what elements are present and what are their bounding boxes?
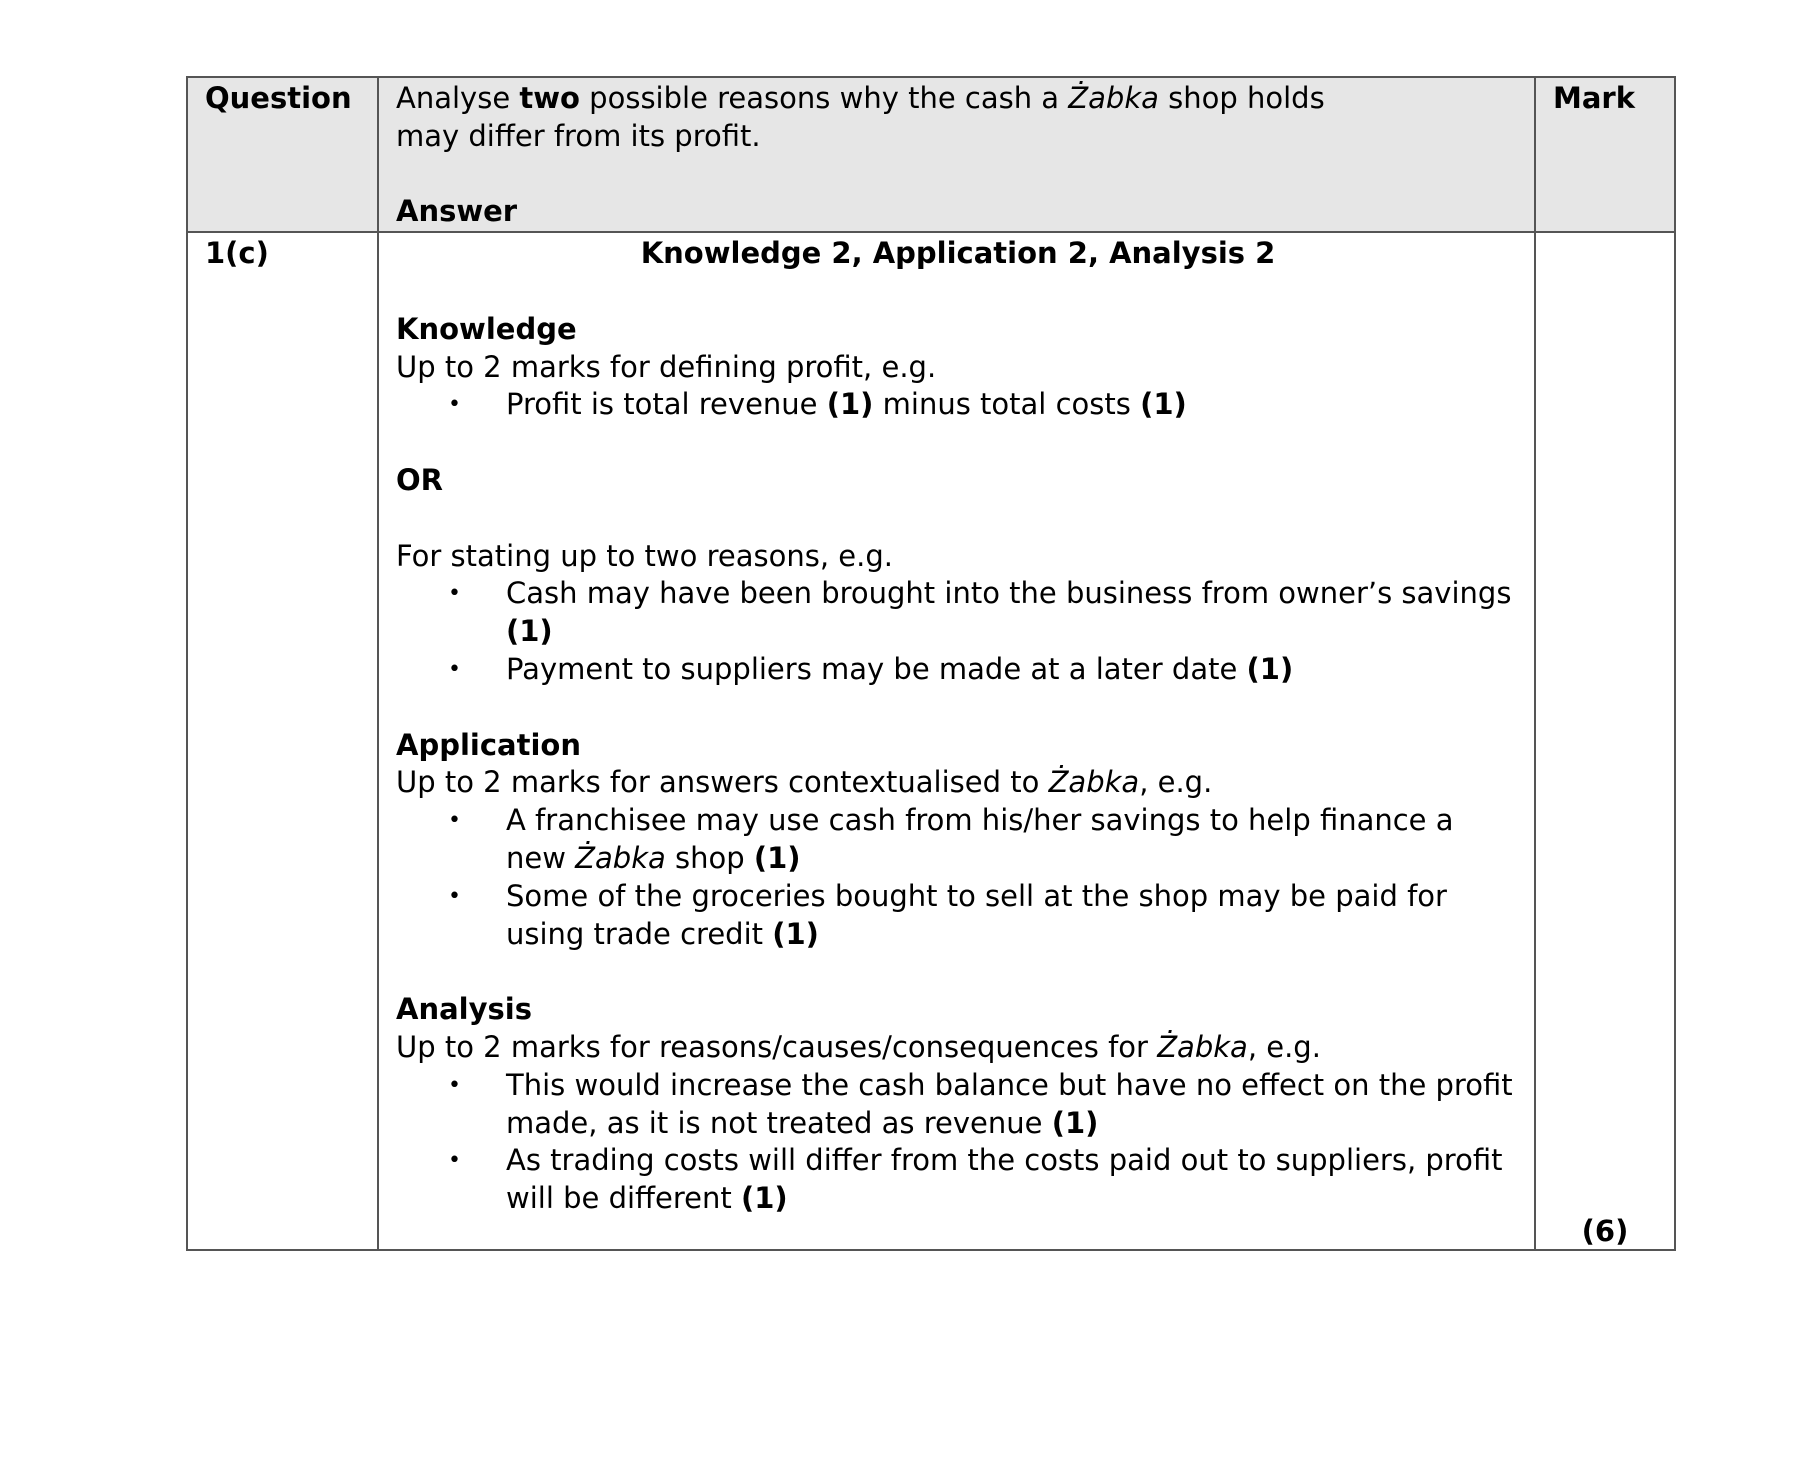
mark-header-cell <box>1535 77 1675 232</box>
answer-cell <box>378 232 1535 1250</box>
question-text: Analyse two possible reasons why the cash a Żabka shop holds <box>396 81 1325 115</box>
mark-allocation: (1) <box>772 916 819 951</box>
knowledge-intro: Up to 2 marks for defining profit, e.g. <box>396 349 937 384</box>
bullet-icon: • <box>448 392 461 418</box>
application-intro: Up to 2 marks for answers contextualised to Żabka, e.g. <box>396 765 1213 800</box>
list-item: • As trading costs will differ from the costs paid out to suppliers, profit will be different (1) <box>448 1143 1503 1216</box>
answer-label: Answer <box>396 194 518 229</box>
brand-name: Żabka <box>1068 81 1159 115</box>
analysis-bullets <box>396 1067 1520 1218</box>
bullet-icon: • <box>448 883 461 909</box>
knowledge-alt-bullets <box>396 575 1520 688</box>
list-item: • Cash may have been brought into the business from owner’s savings (1) <box>448 576 1512 649</box>
mark-allocation: (1) <box>826 387 874 422</box>
mark-label: Mark <box>1553 81 1636 115</box>
application-bullets <box>396 802 1520 953</box>
mark-scheme-table <box>186 76 1676 1251</box>
analysis-intro: Up to 2 marks for reasons/causes/consequences for Żabka, e.g. <box>396 1029 1321 1064</box>
question-emphasis: two <box>519 81 580 115</box>
question-header-cell <box>187 77 378 232</box>
mark-allocation: (1) <box>506 614 553 649</box>
bullet-icon: • <box>448 808 461 834</box>
mark-allocation: (1) <box>753 840 801 875</box>
knowledge-bullets <box>396 386 1520 424</box>
mark-allocation: (1) <box>1246 651 1294 686</box>
mark-total: (6) <box>1581 1214 1629 1249</box>
knowledge-heading: Knowledge <box>396 311 577 346</box>
answer-row <box>187 232 1675 1250</box>
mark-allocation: (1) <box>1140 387 1187 422</box>
brand-name: Żabka <box>575 840 666 875</box>
mark-cell <box>1535 232 1675 1250</box>
list-item: • Profit is total revenue (1) minus total costs (1) <box>506 386 1520 424</box>
bullet-icon: • <box>448 1148 461 1174</box>
list-item: • A franchisee may use cash from his/her savings to help finance a new Żabka shop (1) <box>448 803 1454 875</box>
analysis-heading: Analysis <box>396 992 532 1027</box>
application-heading: Application <box>396 727 581 762</box>
bullet-icon: • <box>448 581 461 607</box>
mark-allocation: (1) <box>1051 1105 1099 1140</box>
list-item: • This would increase the cash balance but have no effect on the profit made, as it is not treated as revenue (1) <box>448 1067 1513 1140</box>
question-number-cell <box>187 232 378 1250</box>
question-text-line2: may differ from its profit. <box>396 118 761 153</box>
brand-name: Żabka <box>1157 1029 1248 1064</box>
mark-allocation: (1) <box>740 1181 788 1216</box>
bullet-icon: • <box>448 1072 461 1098</box>
question-text-cell <box>378 77 1535 232</box>
question-number: 1(c) <box>205 236 269 271</box>
bullet-icon: • <box>448 656 461 682</box>
knowledge-alt-intro: For stating up to two reasons, e.g. <box>396 538 893 573</box>
or-label: OR <box>396 462 443 497</box>
list-item: • Some of the groceries bought to sell at the shop may be paid for using trade credit (1) <box>448 878 1447 951</box>
header-row <box>187 77 1675 232</box>
brand-name: Żabka <box>1048 765 1140 800</box>
marks-summary: Knowledge 2, Application 2, Analysis 2 <box>640 236 1276 271</box>
question-label: Question <box>205 81 352 115</box>
list-item: • Payment to suppliers may be made at a later date (1) <box>506 651 1520 689</box>
